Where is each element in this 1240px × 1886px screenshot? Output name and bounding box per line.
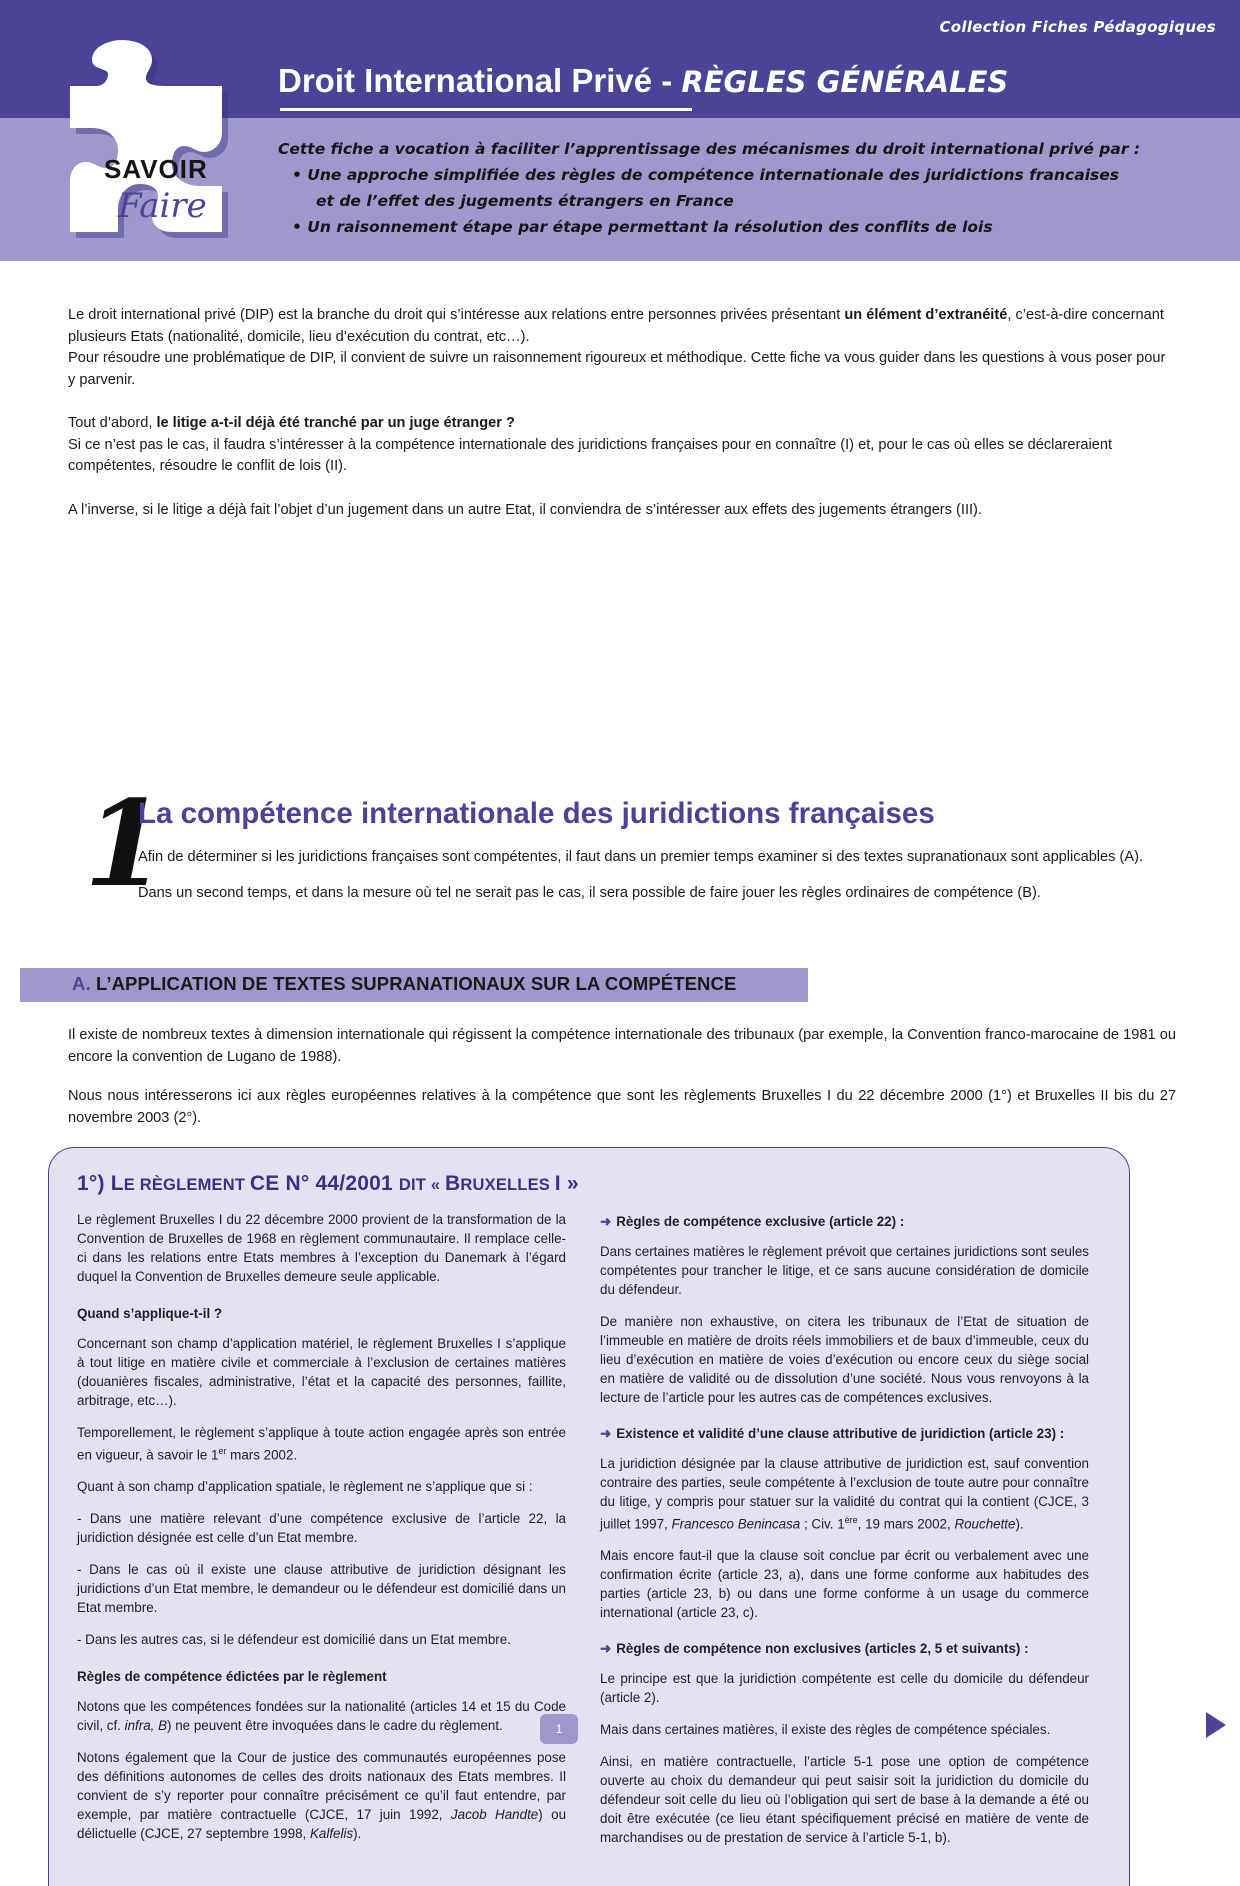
left-paragraph-3 <box>77 1423 566 1464</box>
arrow-right-icon: ➜ <box>600 1214 612 1229</box>
arrow-right-icon: ➜ <box>600 1641 612 1657</box>
savoir-faire-puzzle-logo <box>62 36 272 251</box>
right-paragraph-5: Le principe est que la juridiction compétente est celle du domicile du défendeur (article 2). <box>600 1671 1089 1706</box>
logo-savoir-text: SAVOIR <box>104 154 208 184</box>
left-p8-part-b: ) ne peuvent être invoquées dans le cadre du règlement. <box>167 1718 503 1734</box>
intro-p3-bold: le litige a-t-il déjà été tranché par un juge étranger ? <box>156 415 515 431</box>
right-paragraph-7: Ainsi, en matière contractuelle, l’article 5-1 pose une option de compétence ouverte au choix du demandeur qui peut saisir soit la juridiction du domicile du défendeur soit celle du lieu où l’obligation qui sert de base à la demande a été ou doit être exécutée (ce lieu étant spécifiquement précisé en matière de vente de marchandises ou de prestation de service à l’article 5-1, b). <box>600 1754 1089 1846</box>
right-p3-italic-2: Rouchette <box>954 1516 1016 1532</box>
left-p9-part-c: ). <box>353 1826 362 1842</box>
regulation-box-left-column <box>77 1210 566 1860</box>
left-paragraph-6: - Dans le cas où il existe une clause attributive de juridiction désignant les juridictions d’un Etat membre, le demandeur ou le défendeur est domicilié dans un Etat membre. <box>77 1562 566 1616</box>
section-a-heading <box>72 973 736 995</box>
left-p8-part-a: Notons que les compétences fondées sur la nationalité (articles 14 et 15 du Code civil, cf. <box>77 1699 566 1734</box>
left-paragraph-1: Le règlement Bruxelles I du 22 décembre 2000 provient de la transformation de la Convention de Bruxelles de 1968 en règlement communautaire. Il remplace celle-ci dans les relations entre Etats membres à l’exception du Danemark à l’égard duquel la Convention de Bruxelles demeure seule applicable. <box>77 1212 566 1284</box>
page-title-sub: RÈGLES GÉNÉRALES <box>681 65 1009 99</box>
collection-label: Collection Fiches Pédagogiques <box>939 18 1216 36</box>
title-underline <box>280 108 692 111</box>
box-title-seg-1: 1°) <box>77 1172 111 1195</box>
box-title-seg-9: RUXELLES <box>460 1176 555 1194</box>
left-p9-italic-1: Jacob Handte <box>450 1807 539 1823</box>
regulation-box <box>48 1147 1130 1886</box>
left-p9-italic-2: Kalfelis <box>309 1826 354 1842</box>
right-heading-clause-text: Existence et validité d’une clause attributive de juridiction (article 23) : <box>616 1426 1065 1441</box>
right-heading-exclusive-text: Règles de compétence exclusive (article 22) : <box>616 1214 905 1229</box>
box-title-seg-2: L <box>110 1172 124 1195</box>
intro-p1-part-b: , c’est-à-dire concernant plusieurs Etats (nationalité, domicile, lieu d’exécution du contrat, etc…). <box>68 307 1164 345</box>
section-1-paragraph-1: Afin de déterminer si les juridictions françaises sont compétentes, il faut dans un premier temps examiner si des textes supranationaux sont applicables (A). <box>138 849 1144 865</box>
regulation-box-columns <box>77 1210 1101 1860</box>
section-a-letter: A. <box>72 973 91 994</box>
header-intro-line: Cette fiche a vocation à faciliter l’apprentissage des mécanismes du droit international privé par : <box>278 140 1141 158</box>
box-title-seg-5: N <box>285 1172 301 1195</box>
header-intro-bullet-1: • Une approche simplifiée des règles de compétence internationale des juridictions francaises <box>292 166 1119 184</box>
header-intro-bullet-1b: et de l’effet des jugements étrangers en France <box>316 192 734 210</box>
left-paragraph-7: - Dans les autres cas, si le défendeur est domicilié dans un Etat membre. <box>77 1632 511 1648</box>
right-heading-exclusive <box>600 1212 1089 1231</box>
header-intro-bullet-2: • Un raisonnement étape par étape permettant la résolution des conflits de lois <box>292 218 993 236</box>
right-p3-part-a: La juridiction désignée par la clause attributive de juridiction est, sauf convention contraire des parties, seule compétente à l’exclusion de toute autre pour connaître du litige, y compris pour statuer sur la validité du contrat qui la contient (CJCE, 3 juillet 1997, <box>600 1456 1089 1532</box>
right-paragraph-2: De manière non exhaustive, on citera les tribunaux de l’Etat de situation de l’immeuble en matière de droits réels immobiliers et de baux d’immeuble, ceux du lieu d’exécution en matière de voies d’exécution ou encore ceux du siège social en matière de validité ou de dissolution d’une société. Nous vous renvoyons à la lecture de l’article pour les autres cas de compétences exclusives. <box>600 1314 1089 1405</box>
intro-p3-part-a: Tout d’abord, <box>68 415 157 431</box>
box-title-seg-11: » <box>566 1172 579 1195</box>
section-1-paragraph-2: Dans un second temps, et dans la mesure où tel ne serait pas le cas, il sera possible de faire jouer les règles ordinaires de compétence (B). <box>138 884 1041 901</box>
left-heading-regles: Règles de compétence édictées par le règlement <box>77 1669 387 1685</box>
page-title <box>278 62 1008 100</box>
intro-paragraphs <box>68 305 1176 521</box>
section-1-number: 1 <box>84 774 167 913</box>
header-intro-block <box>278 136 1208 240</box>
right-p3-part-c: , 19 mars 2002, <box>857 1516 955 1532</box>
intro-paragraph-2: Pour résoudre une problématique de DIP, il convient de suivre un raisonnement rigoureux et méthodique. Cette fiche va vous guider dans les questions à vous poser pour y parvenir. <box>68 350 1166 388</box>
intro-paragraph-1 <box>68 305 1176 348</box>
page-title-main: Droit International Privé <box>278 62 653 99</box>
left-paragraph-9 <box>77 1748 566 1843</box>
right-p3-italic-1: Francesco Benincasa <box>671 1516 801 1532</box>
page-title-separator: - <box>652 62 682 99</box>
section-a-paragraphs <box>68 1025 1176 1129</box>
intro-paragraph-4: Si ce n’est pas le cas, il faudra s’intéresser à la compétence internationale des juridictions françaises pour en connaître (I) et, pour le cas où elles se déclareraient compétentes, résoudre le conflit de lois (II). <box>68 436 1113 474</box>
left-paragraph-2: Concernant son champ d’application matériel, le règlement Bruxelles I s’applique à tout litige en matière civile et commerciale à l’exclusion de certaines matières (douanières fiscales, administrative, l’état et la capacité des personnes, faillite, arbitrage, etc…). <box>77 1336 566 1408</box>
right-p3-part-b: ; Civ. 1 <box>800 1516 845 1532</box>
left-paragraph-5: - Dans une matière relevant d’une compétence exclusive de l’article 22, la juridiction désignée est celle d’un Etat membre. <box>77 1511 566 1546</box>
section-1-title: La compétence internationale des juridictions françaises <box>138 797 935 830</box>
section-a-heading-text: L’APPLICATION DE TEXTES SUPRANATIONAUX SUR LA COMPÉTENCE <box>95 973 737 994</box>
left-paragraph-8 <box>77 1697 566 1735</box>
right-p3-part-d: ). <box>1015 1516 1024 1532</box>
right-paragraph-3 <box>600 1454 1089 1533</box>
intro-p1-bold: un élément d’extranéité <box>844 307 1008 323</box>
arrow-right-icon: ➜ <box>600 1426 612 1441</box>
section-1-intro <box>138 847 1178 904</box>
box-title-seg-7: DIT « <box>398 1176 446 1194</box>
right-p3-sup: ère <box>844 1515 858 1525</box>
left-p3-part-b: mars 2002. <box>226 1447 298 1463</box>
left-p8-italic: infra, B <box>124 1718 168 1734</box>
intro-paragraph-5: A l’inverse, si le litige a déjà fait l’objet d’un jugement dans un autre Etat, il conviendra de s’intéresser aux effets des jugements étrangers (III). <box>68 501 982 518</box>
intro-paragraph-3 <box>68 413 1176 435</box>
box-title-seg-4: CE <box>249 1172 286 1195</box>
left-paragraph-4: Quant à son champ d’application spatiale, le règlement ne s’applique que si : <box>77 1479 533 1495</box>
right-paragraph-4: Mais encore faut-il que la clause soit conclue par écrit ou verbalement avec une confirmation écrite (article 23, a), dans une forme conforme aux habitudes des parties (article 23, b) ou dans une forme conforme à un usage du commerce international (article 23, c). <box>600 1548 1089 1621</box>
box-title-seg-8: B <box>445 1172 461 1195</box>
logo-faire-text: Faire <box>118 186 207 226</box>
left-p3-part-a: Temporellement, le règlement s’applique à toute action engagée après son entrée en vigueur, à savoir le 1 <box>77 1425 566 1463</box>
regulation-box-title <box>77 1172 1101 1196</box>
right-paragraph-6: Mais dans certaines matières, il existe des règles de compétence spéciales. <box>600 1722 1051 1738</box>
left-p9-part-b: ) ou délictuelle (CJCE, 27 septembre 1998, <box>77 1807 567 1842</box>
page-number: 1 <box>540 1714 578 1744</box>
box-title-seg-3: E RÈGLEMENT <box>123 1176 250 1194</box>
right-heading-non-exclusive <box>600 1639 1089 1658</box>
box-title-seg-6: ° 44/2001 <box>300 1172 399 1195</box>
left-p3-sup: er <box>218 1446 227 1456</box>
right-heading-clause <box>600 1424 1089 1443</box>
box-title-seg-10: I <box>554 1172 567 1195</box>
right-heading-non-exclusive-text: Règles de compétence non exclusives (articles 2, 5 et suivants) : <box>616 1641 1029 1657</box>
intro-p1-part-a: Le droit international privé (DIP) est la branche du droit qui s’intéresse aux relations entre personnes privées présentant <box>68 307 845 323</box>
left-heading-quand: Quand s’applique-t-il ? <box>77 1306 223 1321</box>
corner-arrow-icon <box>1206 1712 1226 1738</box>
section-a-paragraph-2: Nous nous intéresserons ici aux règles européennes relatives à la compétence que sont les règlements Bruxelles I du 22 décembre 2000 (1°) et Bruxelles II bis du 27 novembre 2003 (2°). <box>68 1088 1176 1126</box>
right-paragraph-1: Dans certaines matières le règlement prévoit que certaines juridictions sont seules compétentes pour trancher le litige, et ce sans aucune considération de domicile du défendeur. <box>600 1244 1089 1297</box>
regulation-box-right-column <box>600 1210 1089 1860</box>
section-a-paragraph-1: Il existe de nombreux textes à dimension internationale qui régissent la compétence internationale des tribunaux (par exemple, la Convention franco-marocaine de 1981 ou encore la convention de Lugano de 1988). <box>68 1027 1176 1065</box>
left-p9-part-a: Notons également que la Cour de justice des communautés européennes pose des définitions autonomes de celles des droits nationaux des Etats membres. Il convient de s’y reporter pour connaître précisément ce qu’il faut entendre, par exemple, par matière contractuelle (CJCE, 17 juin 1992, <box>77 1750 566 1823</box>
